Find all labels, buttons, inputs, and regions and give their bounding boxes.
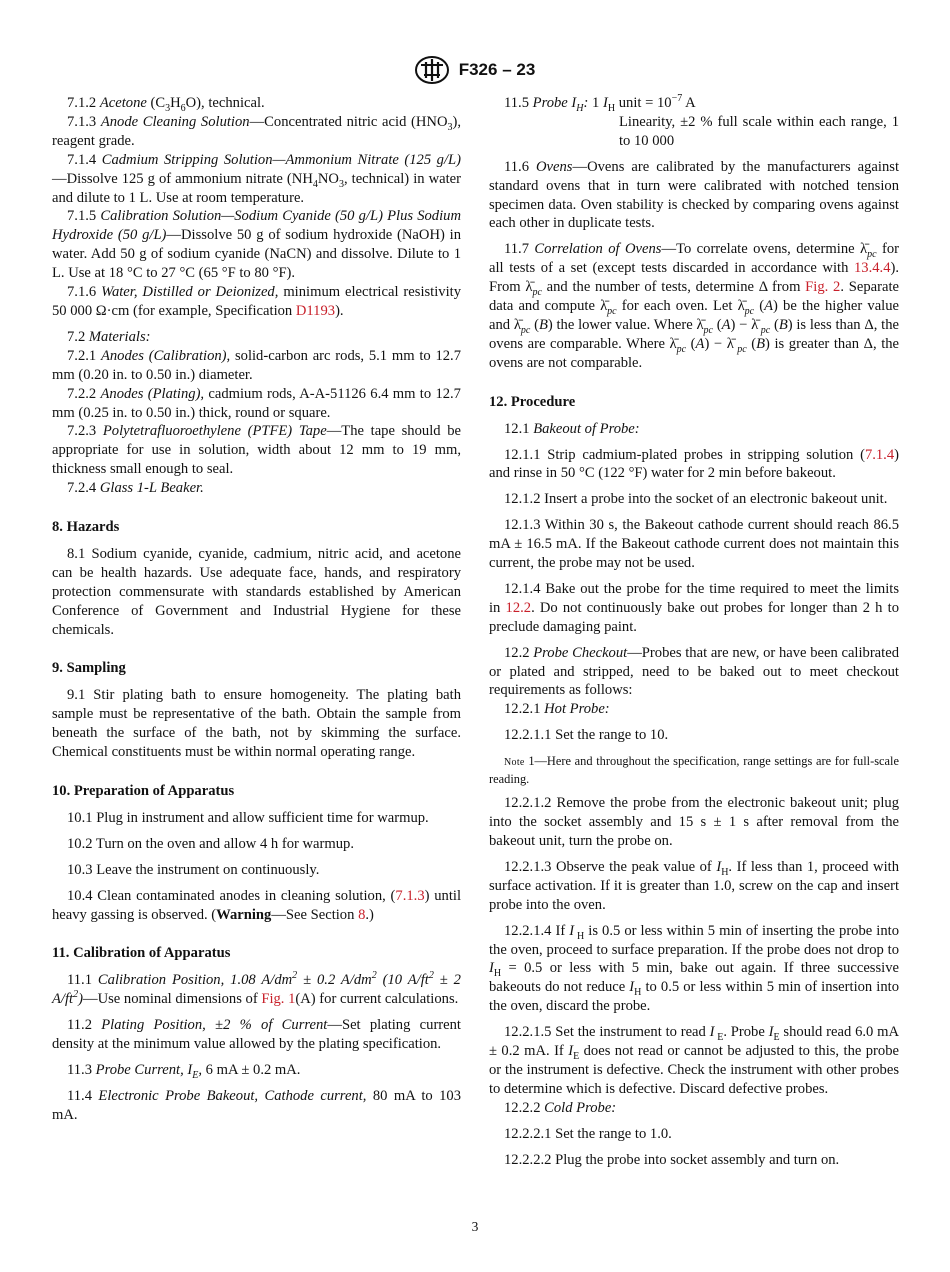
para-7-2: 7.2 Materials: — [67, 328, 151, 345]
para-11-6: 11.6 Ovens—Ovens are calibrated by the manufacturers against standard ovens that in turn were calibrated with notched tension specimen data. Oven stability is checked by comparing ovens against each other in duplicate tests. — [489, 158, 899, 232]
para-12-2-2-2: 12.2.2.2 Plug the probe into socket assembly and turn on. — [504, 1151, 840, 1168]
para-12-2-2: 12.2.2 Cold Probe: — [504, 1099, 617, 1116]
para-11-2: 11.2 Plating Position, ±2 % of Current—Set plating current density at the minimum value allowed by the plating specification. — [52, 1017, 461, 1053]
heading-hazards: 8. Hazards — [52, 519, 120, 536]
para-12-1: 12.1 Bakeout of Probe: — [504, 420, 640, 437]
right-column — [489, 94, 899, 1170]
para-12-2-2-1: 12.2.2.1 Set the range to 1.0. — [504, 1125, 672, 1142]
para-12-2: 12.2 Probe Checkout—Probes that are new, or have been calibrated or plated and stripped, need to be baked out to meet checkout requirements as follows: — [489, 644, 899, 699]
para-10-4: 10.4 Clean contaminated anodes in cleaning solution, (7.1.3) until heavy gassing is observed. (Warning—See Section 8.) — [52, 887, 461, 923]
link-d1193[interactable]: D1193 — [295, 302, 336, 319]
left-column — [52, 94, 461, 1125]
para-9-1: 9.1 Stir plating bath to ensure homogeneity. The plating bath sample must be representative of the bath. Obtain the sample from beneath the surface of the bath, not by skimming the surface. Chemical constituents must be within normal operating range. — [52, 687, 461, 761]
heading-sampling: 9. Sampling — [52, 660, 126, 677]
para-12-2-1-3: 12.2.1.3 Observe the peak value of $I_H$. If less than 1, proceed with surface activation. If it is greater than 1.0, screw on the cap and insert probe into the oven. — [489, 858, 899, 913]
para-7-1-5: 7.1.5 Calibration Solution—Sodium Cyanide (50 g/L) Plus Sodium Hydroxide (50 g/L)—Dissolve 50 g of sodium hydroxide (NaOH) in water. Add 50 g of sodium cyanide (NaCN) and dissolve. Dilute to 1 L. Use at 18 °C to 27 °C (65 °F to 80 °F). — [52, 208, 461, 282]
link-7-1-4[interactable]: 7.1.4 — [864, 446, 895, 463]
astm-logo-icon — [415, 56, 449, 84]
para-10-1: 10.1 Plug in instrument and allow sufficient time for warmup. — [67, 809, 429, 826]
para-7-1-4: 7.1.4 Cadmium Stripping Solution—Ammonium Nitrate (125 g/L)—Dissolve 125 g of ammonium nitrate ($NH_4NO_3$, technical) in water and dilute to 1 L. Use at room temperature. — [52, 151, 461, 206]
para-12-1-3: 12.1.3 Within 30 s, the Bakeout cathode current should reach 86.5 mA ± 16.5 mA. If the Bakeout cathode current does not maintain this current, the probe may not be used. — [489, 517, 899, 572]
heading-procedure: 12. Procedure — [489, 393, 576, 410]
para-12-2-1-4: 12.2.1.4 If I $_H$ is 0.5 or less within 5 min of inserting the probe into the oven, proceed to surface preparation. If the probe does not drop to $I_H = 0.5$ or less with 5 min, bake out again. If three successive bakeouts do not reduce $I_H$ to 0.5 or less within 5 min of insertion into the oven, discard the probe. — [489, 922, 899, 1015]
para-10-3: 10.3 Leave the instrument on continuously. — [67, 861, 320, 878]
para-12-1-2: 12.1.2 Insert a probe into the socket of an electronic bakeout unit. — [504, 491, 888, 508]
para-12-1-1: 12.1.1 Strip cadmium-plated probes in stripping solution (7.1.4) and rinse in 50 °C (122 °F) water for 2 min before bakeout. — [489, 446, 899, 482]
heading-preparation: 10. Preparation of Apparatus — [52, 783, 235, 799]
para-11-7: 11.7 Correlation of Ovens—To correlate ovens, determine $\lambdā_{pc}$ for all tests of a set (except tests discarded in accordance with 13.4.4). From $\lambdā_{pc}$ and the number of tests, determine Δ from Fig. 2. Separate data and compute $\lambdā_{pc}$ for each oven. Let $\lambdā_{pc}$ (A) be the higher value and $\lambdā_{pc}$ (B) the lower value. Where $\lambdā_{pc}$ (A) − λ̄ $_{pc}$ (B) is less than Δ, the ovens are comparable. Where $\lambdā_{pc}$ (A) − λ̄ $_{pc}$ (B) is greater than Δ, the ovens are not comparable. — [489, 241, 900, 371]
para-7-1-2: 7.1.2 Acetone $(C_3H_6O)$, technical. — [67, 95, 265, 114]
para-7-2-2: 7.2.2 Anodes (Plating), cadmium rods, A-A-51126 6.4 mm to 12.7 mm (0.25 in. to 0.50 in.) thick, round or square. — [52, 385, 461, 421]
para-11-1: 11.1 Calibration Position, 1.08 $A/dm^2 \pm 0.2$ $A/dm^2$ (10 $A/ft^2 \pm 2$ $A/ft^2)—Use$ nominal dimensions of Fig. 1(A) for current calculations. — [52, 970, 461, 1008]
link-fig-2[interactable]: Fig. 2 — [805, 279, 841, 296]
para-12-2-1: 12.2.1 Hot Probe: — [504, 701, 610, 718]
para-7-2-3: 7.2.3 Polytetrafluoroethylene (PTFE) Tape—The tape should be appropriate for use in solution, width about 12 mm to 19 mm, thickness small enough to seal. — [52, 423, 461, 478]
note-1: Note 1—Here and throughout the specification, range settings are for full-scale reading. — [489, 754, 899, 787]
page-number: 3 — [471, 1219, 479, 1234]
link-12-2[interactable]: 12.2 — [505, 599, 532, 616]
page-header — [0, 56, 950, 84]
para-11-3: 11.3 Probe Current, $I_E$, 6 mA ± 0.2 mA. — [67, 1061, 301, 1081]
para-12-1-4: 12.1.4 Bake out the probe for the time required to meet the limits in 12.2. Do not continuously bake out probes for longer than 2 h to preclude damaging paint. — [489, 580, 899, 635]
para-7-1-3: 7.1.3 Anode Cleaning Solution—Concentrated nitric acid $(HNO_3)$, reagent grade. — [52, 113, 461, 149]
para-12-2-1-1: 12.2.1.1 Set the range to 10. — [504, 727, 669, 744]
para-10-2: 10.2 Turn on the oven and allow 4 h for warmup. — [67, 835, 354, 852]
para-12-2-1-5: 12.2.1.5 Set the instrument to read I $_E$. Probe $I_E$ should read 6.0 mA ± 0.2 mA. If $I_E$ does not read or cannot be adjusted to this, the probe or the instrument is defective. Check the instrument with other probes to determine which is defective. Discard defective probes. — [489, 1024, 900, 1097]
para-7-2-4: 7.2.4 Glass 1-L Beaker. — [67, 480, 204, 497]
link-section-8[interactable]: 8 — [358, 906, 366, 923]
para-11-5-linearity: Linearity, ±2 % full scale within each range, 1 to 10 000 — [619, 113, 899, 149]
para-11-4: 11.4 Electronic Probe Bakeout, Cathode current, 80 mA to 103 mA. — [52, 1087, 461, 1123]
para-11-5: 11.5 Probe $I_H$: 1 $I_H$ unit = $10^{-7}$ A — [504, 93, 696, 114]
para-12-2-1-2: 12.2.1.2 Remove the probe from the electronic bakeout unit; plug into the socket assembly and 15 s ± 1 s after removal from the bakeout unit, turn the probe on. — [489, 795, 899, 849]
document-title: F326 – 23 — [458, 60, 536, 79]
para-7-2-1: 7.2.1 Anodes (Calibration), solid-carbon arc rods, 5.1 mm to 12.7 mm (0.20 in. to 0.50 in.) diameter. — [52, 347, 461, 383]
link-13-4-4[interactable]: 13.4.4 — [854, 260, 891, 277]
link-7-1-3[interactable]: 7.1.3 — [395, 887, 425, 904]
heading-calibration: 11. Calibration of Apparatus — [52, 945, 231, 962]
link-fig-1[interactable]: Fig. 1 — [261, 991, 296, 1008]
para-8-1: 8.1 Sodium cyanide, cyanide, cadmium, nitric acid, and acetone can be health hazards. Use adequate face, hands, and respiratory protection commensurate with standards established by American Conference of Government and Industrial Hygiene for these chemicals. — [52, 545, 461, 638]
para-7-1-6: 7.1.6 Water, Distilled or Deionized, minimum electrical resistivity 50 000 Ω·cm (for example, Specification D1193). — [52, 284, 461, 319]
